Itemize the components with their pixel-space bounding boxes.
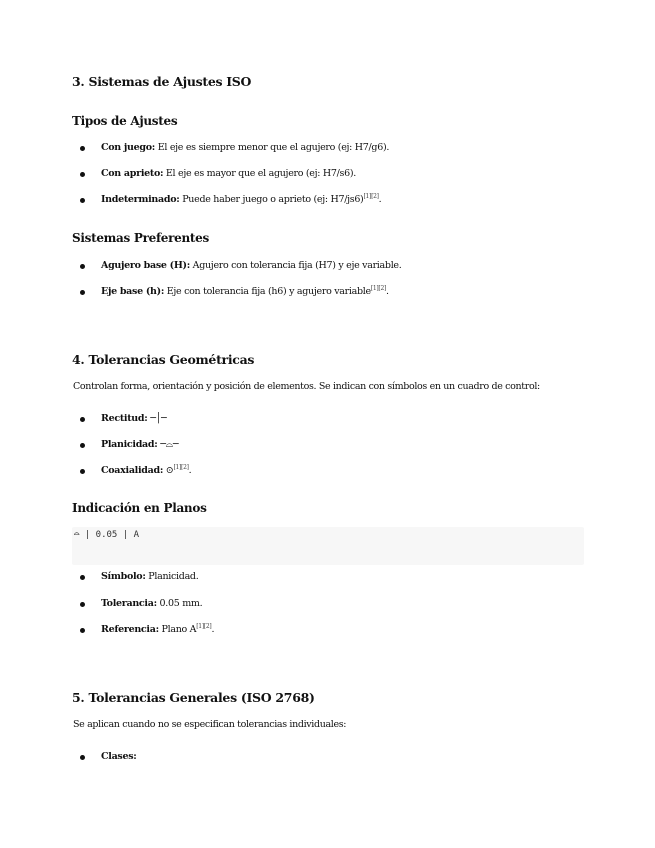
bullet-icon bbox=[80, 602, 85, 607]
citation-link[interactable]: [1][2] bbox=[363, 192, 379, 200]
subheading-sistemas-preferentes: Sistemas Preferentes bbox=[72, 231, 209, 245]
citation-link[interactable]: [1][2] bbox=[196, 622, 212, 630]
code-block bbox=[72, 527, 584, 565]
bullet-icon bbox=[80, 755, 85, 760]
feature-control-frame-code: ⌓ | 0.05 | A bbox=[74, 530, 140, 540]
document-page: 3. Sistemas de Ajustes ISO Tipos de Ajustes Con juego: El eje es siempre menor que el agujero (ej: H7/g6). Con aprieto: El eje es mayor que el agujero (ej: H7/s6). Indeterminado: Puede haber juego o aprieto (ej: H7/js6)[1][2]. Sistemas Preferentes Agujero base (H): Agujero con tolerancia fija (H7) y eje variable. Eje base (h): Eje con tolerancia fija (h6) y agujero variable[1][2]. 4. Tolerancias Geométricas Controlan forma, orientación y posición de elementos. Se indican con símbolos en un cuadro de control: Rectitud: ─│─ Planicidad: ─⌓─ Coaxialidad: ⊙[1][2]. Indicación en Planos ⌓ | 0.05 | A Símbolo: Planicidad. Tolerancia: 0.05 mm. Referencia: Plano A[1][2]. 5. Tolerancias Generales (ISO 2768) Se aplican cuando no se especifican tolerancias individuales: Clases: bbox=[0, 0, 655, 848]
bullet-icon bbox=[80, 146, 85, 151]
coaxiality-symbol: ⊙ bbox=[163, 465, 174, 476]
bullet-icon bbox=[80, 417, 85, 422]
bullet-icon bbox=[80, 469, 85, 474]
citation-link[interactable]: [1][2] bbox=[370, 284, 387, 292]
section-heading-3: 3. Sistemas de Ajustes ISO bbox=[72, 74, 252, 89]
bullet-icon bbox=[80, 290, 85, 295]
bullet-icon bbox=[80, 628, 85, 633]
section-heading-4: 4. Tolerancias Geométricas bbox=[72, 352, 255, 367]
section-5-intro: Se aplican cuando no se especifican tolerancias individuales: bbox=[73, 719, 347, 730]
citation-link[interactable]: [1][2] bbox=[173, 463, 189, 471]
flatness-symbol: ─⌓─ bbox=[157, 439, 179, 450]
subheading-tipos-de-ajustes: Tipos de Ajustes bbox=[72, 114, 178, 128]
section-heading-5: 5. Tolerancias Generales (ISO 2768) bbox=[72, 690, 315, 705]
bullet-icon bbox=[80, 264, 85, 269]
subheading-indicacion-en-planos: Indicación en Planos bbox=[72, 501, 207, 515]
straightness-symbol: ─│─ bbox=[147, 413, 167, 424]
section-4-intro: Controlan forma, orientación y posición de elementos. Se indican con símbolos en un cuadro de control: bbox=[73, 381, 540, 392]
bullet-icon bbox=[80, 575, 85, 580]
bullet-icon bbox=[80, 172, 85, 177]
bullet-icon bbox=[80, 198, 85, 203]
bullet-icon bbox=[80, 443, 85, 448]
